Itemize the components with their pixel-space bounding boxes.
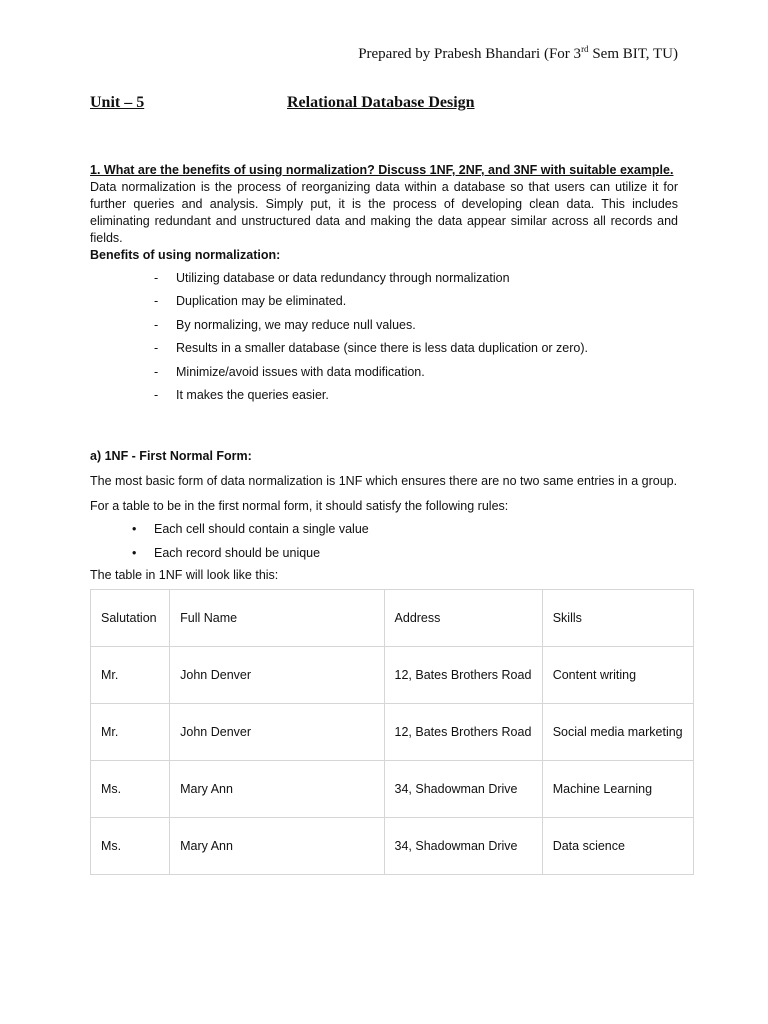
nf1-rules-list [90,521,678,569]
header-suffix: Sem BIT, TU) [588,46,678,62]
dash-marker: - [154,271,159,285]
table-cell: Social media marketing [542,704,693,761]
table-cell: Machine Learning [542,761,693,818]
header-cell: Full Name [170,590,384,647]
nf1-table [90,589,694,875]
table-row [91,704,694,761]
dash-marker: - [154,317,159,332]
dash-marker: - [154,364,159,379]
list-item [90,545,678,569]
benefit-text: By normalizing, we may reduce null values. [176,317,416,332]
list-item [90,521,678,545]
table-cell: Mr. [91,647,170,704]
nf1-paragraph-2: For a table to be in the first normal form, it should satisfy the following rules: [90,499,509,514]
dash-marker: - [154,341,159,356]
list-item [90,364,678,387]
header-superscript: rd [581,44,589,54]
table-row [91,647,694,704]
header-cell: Skills [542,590,693,647]
table-cell: Mr. [91,704,170,761]
benefit-text: Results in a smaller database (since there is less data duplication or zero). [176,341,589,356]
main-content [90,162,678,592]
intro-paragraph: Data normalization is the process of reorganizing data within a database so that users can utilize it for further queries and analysis. Simply put, it is the process of developing clean data. This includes eliminating redundant and unstructured data and making the data appear similar across all records and fields. [90,180,678,245]
bullet-marker: • [132,546,137,561]
unit-heading-row [90,94,680,116]
table-cell: 34, Shadowman Drive [384,761,542,818]
nf1-heading: a) 1NF - First Normal Form: [90,449,252,464]
list-item [90,317,678,340]
table-cell: John Denver [170,704,384,761]
table-row [91,761,694,818]
header-cell: Salutation [91,590,170,647]
list-item [90,270,678,293]
table-cell: Ms. [91,761,170,818]
table-cell: 34, Shadowman Drive [384,818,542,875]
table-cell: John Denver [170,647,384,704]
question-heading: 1. What are the benefits of using normalization? Discuss 1NF, 2NF, and 3NF with suitable example. [90,163,674,177]
table-cell: 12, Bates Brothers Road [384,704,542,761]
page-header [358,44,678,64]
benefit-text: Utilizing database or data redundancy through normalization [176,271,510,285]
table-cell: Ms. [91,818,170,875]
list-item [90,387,678,410]
table-intro: The table in 1NF will look like this: [90,568,279,583]
table-row [91,818,694,875]
benefits-list [90,270,678,410]
rule-text: Each record should be unique [154,546,321,561]
header-cell: Address [384,590,542,647]
unit-title: Relational Database Design [287,94,475,111]
bullet-marker: • [132,522,137,537]
spacer [90,410,678,448]
header-prefix: Prepared by Prabesh Bhandari (For 3 [358,46,582,62]
benefit-text: Duplication may be eliminated. [176,294,347,309]
rule-text: Each cell should contain a single value [154,522,369,537]
dash-marker: - [154,294,159,309]
benefit-text: Minimize/avoid issues with data modification. [176,364,425,379]
nf1-paragraph-1: The most basic form of data normalization is 1NF which ensures there are no two same entries in a group. [90,474,678,489]
table-cell: 12, Bates Brothers Road [384,647,542,704]
list-item [90,293,678,316]
table-cell: Data science [542,818,693,875]
benefits-heading: Benefits of using normalization: [90,248,281,262]
table-cell: Mary Ann [170,818,384,875]
table-cell: Content writing [542,647,693,704]
unit-label: Unit – 5 [90,94,145,111]
list-item [90,340,678,363]
table-header-row [91,590,694,647]
dash-marker: - [154,387,159,402]
table-cell: Mary Ann [170,761,384,818]
benefit-text: It makes the queries easier. [176,387,329,402]
